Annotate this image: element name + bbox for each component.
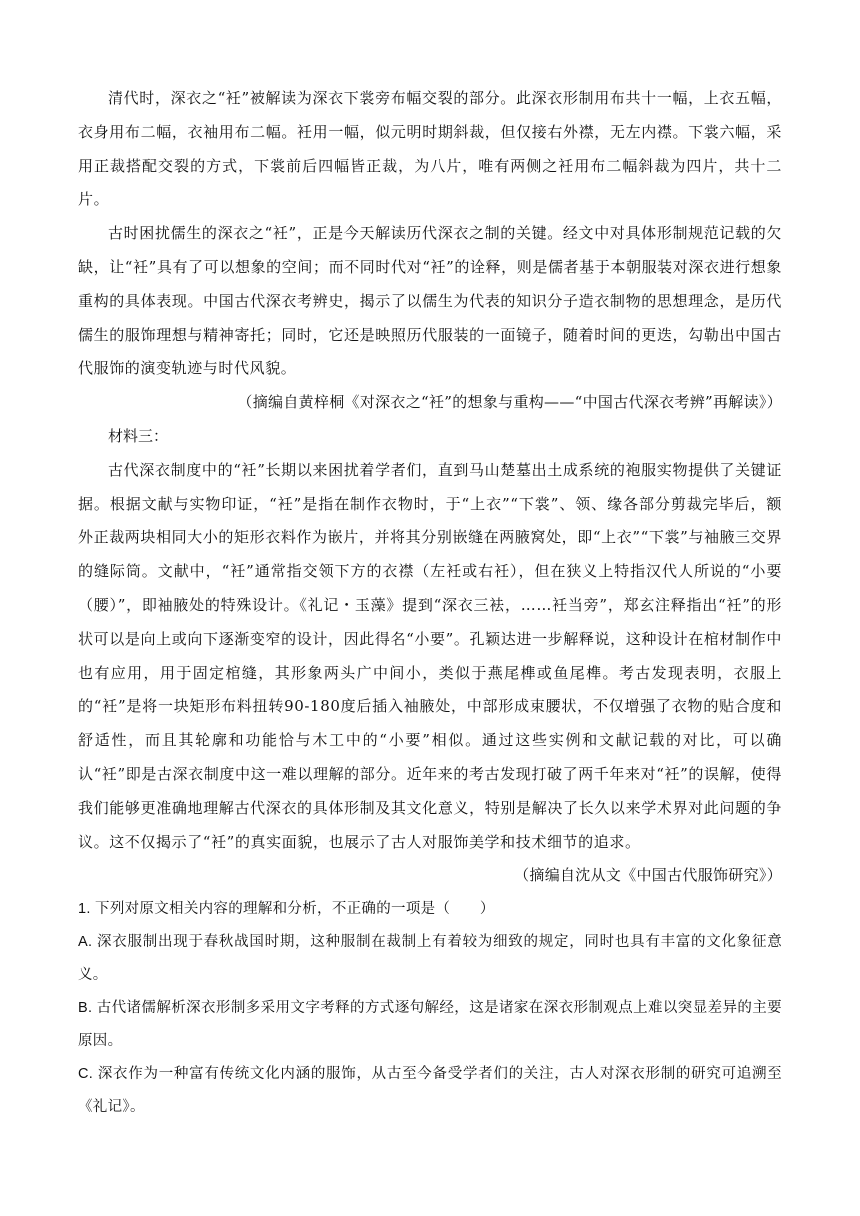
option-c: C. 深衣作为一种富有传统文化内涵的服饰，从古至今备受学者们的关注，古人对深衣形制的研究可追溯至《礼记》。: [78, 1066, 782, 1116]
option-a: A. 深衣服制出现于春秋战国时期，这种服制在裁制上有着较为细致的规定，同时也具有丰富的文化象征意义。: [78, 934, 782, 984]
option-b: B. 古代诸儒解析深衣形制多采用文字考释的方式逐句解经，这是诸家在深衣形制观点上难以突显差异的主要原因。: [78, 1000, 782, 1050]
document-body: [78, 82, 782, 1124]
source-citation-huang: （摘编自黄梓桐《对深衣之“衽”的想象与重构——“中国古代深衣考辨”再解读》）: [237, 393, 782, 412]
question-stem: 1. 下列对原文相关内容的理解和分析，不正确的一项是（ ）: [78, 901, 495, 918]
source-citation-shen: （摘编自沈从文《中国古代服饰研究》）: [514, 866, 782, 885]
paragraph-material-three: 古代深衣制度中的“衽”长期以来困扰着学者们，直到马山楚墓出土成系统的袍服实物提供了关键证据。根据文献与实物印证，“衽”是指在制作衣物时，于“上衣”“下裳”、领、缘各部分剪裁完毕后，额外正裁两块相同大小的矩形衣料作为嵌片，并将其分别嵌缝在两腋窝处，即“上衣”“下裳”与袖腋三交界的缝际筒。文献中，“衽”通常指交领下方的衣襟（左衽或右衽），但在狭义上特指汉代人所说的“小要（腰）”，即袖腋处的特殊设计。《礼记・玉藻》提到“深衣三袪，……衽当旁”，郑玄注释指出“衽”的形状可以是向上或向下逐渐变窄的设计，因此得名“小要”。孔颖达进一步解释说，这种设计在棺材制作中也有应用，用于固定棺缝，其形象两头广中间小，类似于燕尾榫或鱼尾榫。考古发现表明，衣服上的“衽”是将一块矩形布料扭转90-180度后插入袖腋处，中部形成束腰状，不仅增强了衣物的贴合度和舒适性，而且其轮廓和功能恰与木工中的“小要”相似。通过这些实例和文献记载的对比，可以确认“衽”即是古深衣制度中这一难以理解的部分。近年来的考古发现打破了两千年来对“衽”的误解，使得我们能够更准确地理解古代深衣的具体形制及其文化意义，特别是解决了长久以来学术界对此问题的争议。这不仅揭示了“衽”的真实面貌，也展示了古人对服饰美学和技术细节的追求。: [78, 460, 782, 851]
paragraph-ren-interpretation: 古时困扰儒生的深衣之“衽”，正是今天解读历代深衣之制的关键。经文中对具体形制规范记载的欠缺，让“衽”具有了可以想象的空间；而不同时代对“衽”的诠释，则是儒者基于本朝服装对深衣进行想象重构的具体表现。中国古代深衣考辨史，揭示了以儒生为代表的知识分子造衣制物的思想理念，是历代儒生的服饰理想与精神寄托；同时，它还是映照历代服装的一面镜子，随着时间的更迭，勾勒出中国古代服饰的演变轨迹与时代风貌。: [78, 224, 782, 378]
material-three-label: 材料三：: [108, 426, 169, 445]
paragraph-qing-dynasty: 清代时，深衣之“衽”被解读为深衣下裳旁布幅交裂的部分。此深衣形制用布共十一幅，上衣五幅，衣身用布二幅，衣袖用布二幅。衽用一幅，似元明时期斜裁，但仅接右外襟，无左内襟。下裳六幅，采用正裁搭配交裂的方式，下裳前后四幅皆正裁，为八片，唯有两侧之衽用布二幅斜裁为四片，共十二片。: [78, 89, 782, 209]
